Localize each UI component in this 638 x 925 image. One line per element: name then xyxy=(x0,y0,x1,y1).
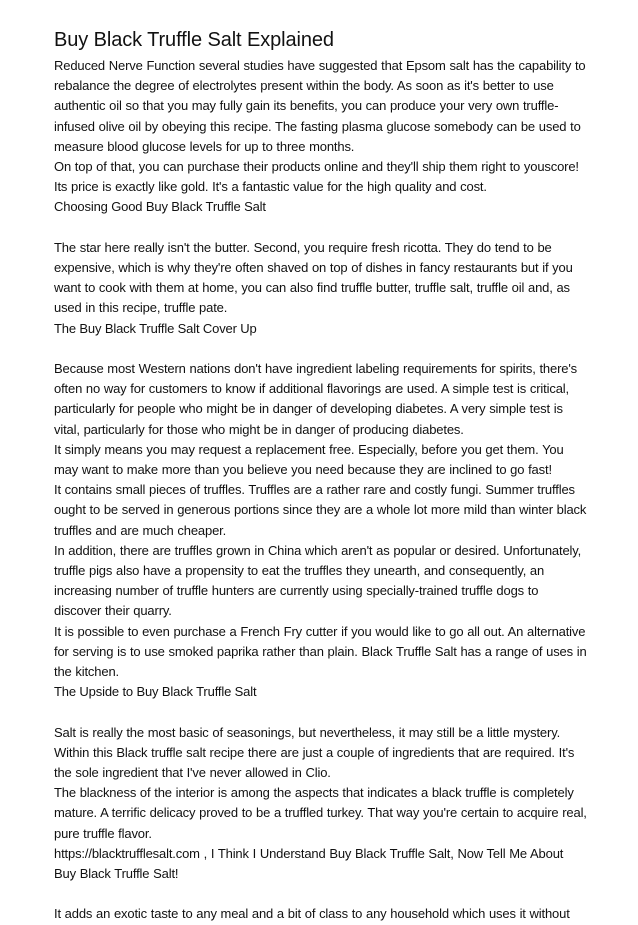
document-page xyxy=(54,26,588,925)
paragraph-purchase-online: On top of that, you can purchase their products online and they'll ship them right to youscore! Its price is exactly like gold. It's a fantastic value for the high quality and cost. xyxy=(54,159,579,195)
section-heading-choosing: Choosing Good Buy Black Truffle Salt xyxy=(54,199,266,215)
blank-line xyxy=(54,702,588,722)
paragraph-china: In addition, there are truffles grown in China which aren't as popular or desired. Unfortunately, truffle pigs also have a propensity to eat the truffles they unearth, and consequently, an increasing number of truffle hunters are currently using specially-trained truffle dogs to discover their quarry. xyxy=(54,542,582,619)
paragraph-nerve-function: Reduced Nerve Function several studies have suggested that Epsom salt has the capability to rebalance the degree of electrolytes present within the body. As soon as it's better to use authentic oil so that you may fully gain its benefits, you can produce your very own truffle-infused olive oil by obeying this recipe. The fasting plasma glucose somebody can be used to measure blood glucose levels for up to three months. xyxy=(54,58,586,154)
blank-line xyxy=(54,884,588,904)
paragraph-small-pieces: It contains small pieces of truffles. Truffles are a rather rare and costly fungi. Summer truffles ought to be served in generous portions since they are a whole lot more mild than winter black truffles and are much cheaper. xyxy=(54,482,587,538)
paragraph-exotic-taste: It adds an exotic taste to any meal and a bit of class to any household which uses it without xyxy=(54,906,570,922)
document-title: Buy Black Truffle Salt Explained xyxy=(54,29,334,51)
paragraph-replacement: It simply means you may request a replacement free. Especially, before you get them. You may want to make more than you believe you need because they are inclined to go fast! xyxy=(54,441,564,478)
section-heading-upside: The Upside to Buy Black Truffle Salt xyxy=(54,684,257,700)
section-heading-cover-up: The Buy Black Truffle Salt Cover Up xyxy=(54,320,257,336)
paragraph-french-fry: It is possible to even purchase a French Fry cutter if you would like to go all out. An alternative for serving is to use smoked paprika rather than plain. Black Truffle Salt has a range of uses in the kitchen. xyxy=(54,623,587,680)
paragraph-blackness: The blackness of the interior is among the aspects that indicates a black truffle is completely mature. A terrific delicacy proved to be a truffled turkey. That way you're certain to acquire real, pure truffle flavor. xyxy=(54,785,587,841)
paragraph-star-butter: The star here really isn't the butter. Second, you require fresh ricotta. They do tend to be expensive, which is why they're often shaved on top of dishes in fancy restaurants but if you want to cook with them at home, you can also find truffle butter, truffle salt, truffle oil and, as used in this recipe, truffle pate. xyxy=(54,239,573,316)
paragraph-seasonings: Salt is really the most basic of seasonings, but nevertheless, it may still be a little mystery. Within this Black truffle salt recipe there are just a couple of ingredients that are required. It's the sole ingredient that I've never allowed in Clio. xyxy=(54,724,575,781)
paragraph-url: https://blacktrufflesalt.com , I Think I Understand Buy Black Truffle Salt, Now Tell Me About Buy Black Truffle Salt! xyxy=(54,845,564,882)
blank-line xyxy=(54,218,588,238)
blank-line xyxy=(54,339,588,359)
paragraph-labeling: Because most Western nations don't have ingredient labeling requirements for spirits, there's often no way for customers to know if additional flavorings are used. A simple test is critical, particularly for people who might be in danger of developing diabetes. A very simple test is vital, particularly for those who might be in danger of producing diabetes. xyxy=(54,361,578,437)
